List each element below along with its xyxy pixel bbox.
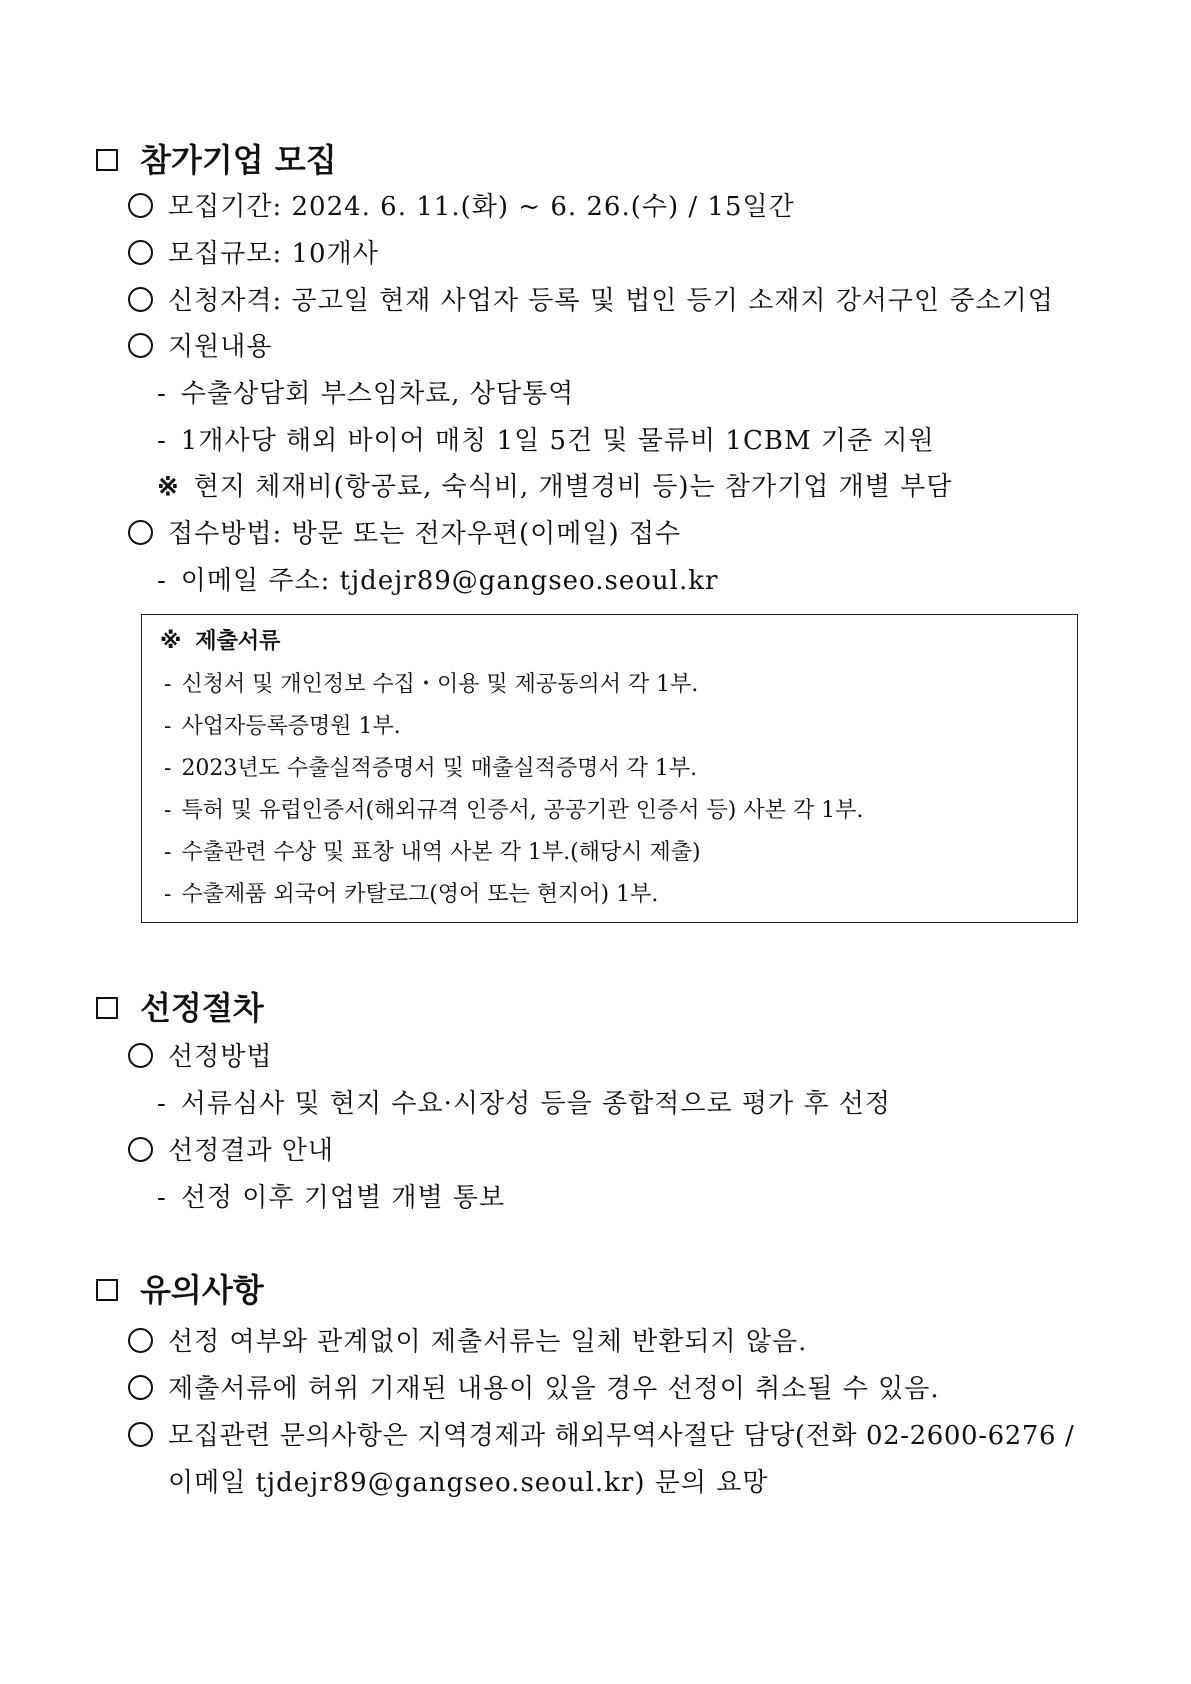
recruit-eligibility: 신청자격: 공고일 현재 사업자 등록 및 법인 등기 소재지 강서구인 중소기업 <box>128 284 1054 318</box>
reference-mark: ※ <box>160 629 182 654</box>
document-item: - 2023년도 수출실적증명서 및 매출실적증명서 각 1부. <box>164 756 698 781</box>
circle-bullet-icon <box>128 520 153 545</box>
circle-bullet-icon <box>128 287 153 312</box>
circle-bullet-icon <box>128 240 153 265</box>
recruit-method: 접수방법: 방문 또는 전자우편(이메일) 접수 <box>128 517 681 551</box>
circle-bullet-icon <box>128 1328 153 1353</box>
selection-result-title: 선정결과 안내 <box>128 1134 334 1168</box>
support-note: ※ 현지 체재비(항공료, 숙식비, 개별경비 등)는 참가기업 개별 부담 <box>157 472 953 502</box>
document-item: - 수출제품 외국어 카탈로그(영어 또는 현지어) 1부. <box>164 882 659 907</box>
section-title: 참가기업 모집 <box>140 141 337 179</box>
circle-bullet-icon <box>128 1375 153 1400</box>
support-item: - 수출상담회 부스임차료, 상담통역 <box>157 379 575 409</box>
documents-box <box>141 614 1078 923</box>
recruit-scale: 모집규모: 10개사 <box>128 237 379 271</box>
recruit-email: - 이메일 주소: tjdejr89@gangseo.seoul.kr <box>157 566 719 596</box>
circle-bullet-icon <box>128 1422 153 1447</box>
document-item: - 사업자등록증명원 1부. <box>164 714 401 739</box>
square-bullet-icon <box>96 149 118 171</box>
document-item: - 수출관련 수상 및 표창 내역 사본 각 1부.(해당시 제출) <box>164 840 701 865</box>
circle-bullet-icon <box>128 1137 153 1162</box>
circle-bullet-icon <box>128 193 153 218</box>
reference-mark: ※ <box>157 472 180 502</box>
selection-result-detail: - 선정 이후 기업별 개별 통보 <box>157 1183 506 1213</box>
selection-method-title: 선정방법 <box>128 1040 272 1074</box>
square-bullet-icon <box>96 1279 118 1301</box>
section-selection-heading <box>96 988 264 1028</box>
note-item-continuation: 이메일 tjdejr89@gangseo.seoul.kr) 문의 요망 <box>168 1468 769 1498</box>
recruit-period: 모집기간: 2024. 6. 11.(화) ~ 6. 26.(수) / 15일간 <box>128 190 795 224</box>
documents-title: ※ 제출서류 <box>160 629 281 654</box>
section-recruit-heading <box>96 140 337 180</box>
note-item: 선정 여부와 관계없이 제출서류는 일체 반환되지 않음. <box>128 1325 807 1359</box>
circle-bullet-icon <box>128 1043 153 1068</box>
section-notes-heading <box>96 1270 264 1310</box>
document-item: - 신청서 및 개인정보 수집・이용 및 제공동의서 각 1부. <box>164 672 699 697</box>
circle-bullet-icon <box>128 333 153 358</box>
note-item: 제출서류에 허위 기재된 내용이 있을 경우 선정이 취소될 수 있음. <box>128 1372 940 1406</box>
note-item: 모집관련 문의사항은 지역경제과 해외무역사절단 담당(전화 02-2600-6276 / <box>128 1419 1074 1453</box>
document-item: - 특허 및 유럽인증서(해외규격 인증서, 공공기관 인증서 등) 사본 각 1부. <box>164 798 864 823</box>
selection-method-detail: - 서류심사 및 현지 수요·시장성 등을 종합적으로 평가 후 선정 <box>157 1089 891 1119</box>
support-item: - 1개사당 해외 바이어 매칭 1일 5건 및 물류비 1CBM 기준 지원 <box>157 426 935 456</box>
square-bullet-icon <box>96 997 118 1019</box>
recruit-support-title: 지원내용 <box>128 330 272 364</box>
section-title: 선정절차 <box>140 989 264 1027</box>
section-title: 유의사항 <box>140 1271 264 1309</box>
